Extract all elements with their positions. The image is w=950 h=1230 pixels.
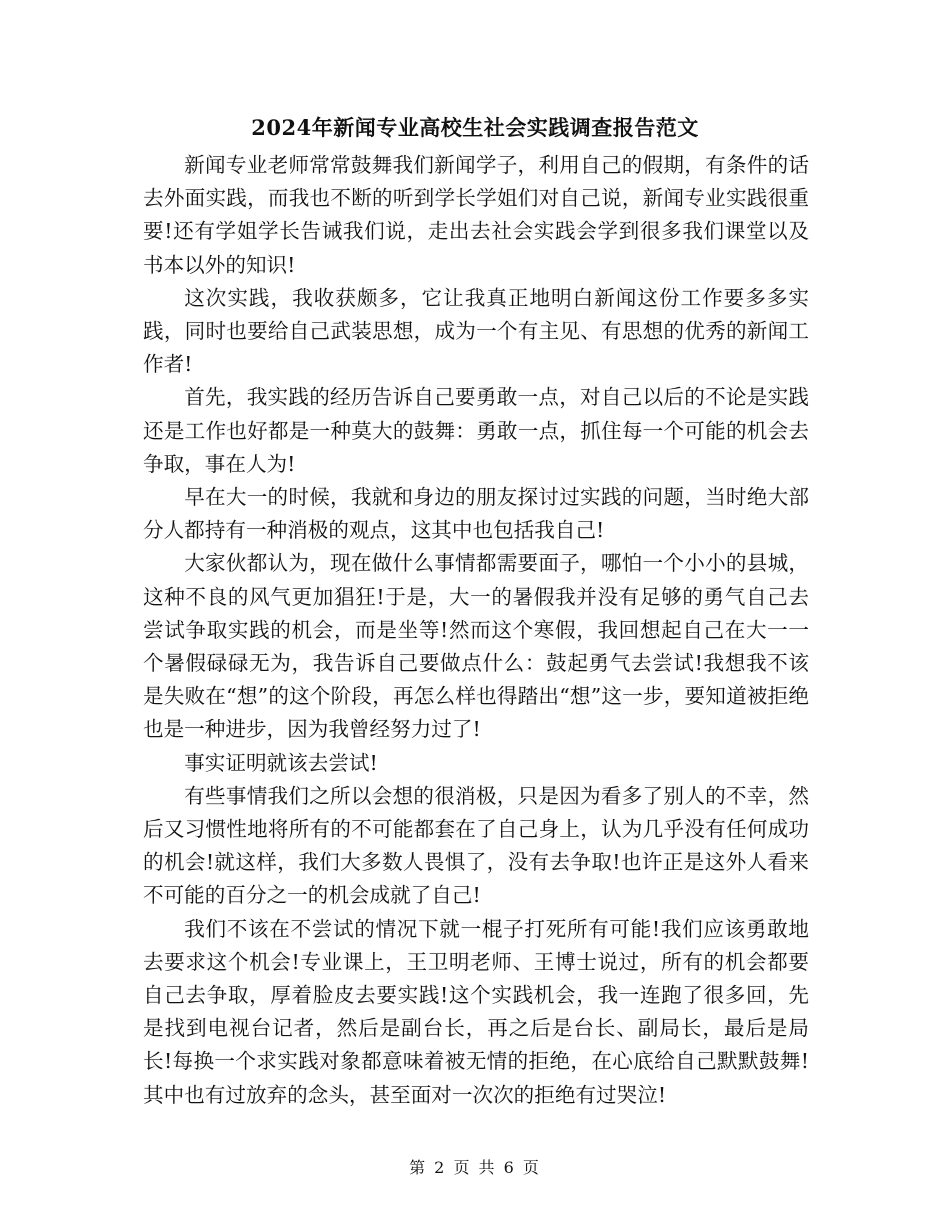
paragraph: 新闻专业老师常常鼓舞我们新闻学子，利用自己的假期，有条件的话去外面实践，而我也不断的听到学长学姐们对自己说，新闻专业实践很重要!还有学姐学长告诫我们说，走出去社会实践会学到很多我们课堂以及书本以外的知识! [143, 153, 809, 277]
paragraph: 有些事情我们之所以会想的很消极，只是因为看多了别人的不幸，然后又习惯性地将所有的不可能都套在了自己身上，认为几乎没有任何成功的机会!就这样，我们大多数人畏惧了，没有去争取!也许正是这外人看来不可能的百分之一的机会成就了自己! [143, 783, 809, 908]
paragraph: 首先，我实践的经历告诉自己要勇敢一点，对自己以后的不论是实践还是工作也好都是一种莫大的鼓舞：勇敢一点，抓住每一个可能的机会去争取，事在人为! [143, 385, 809, 476]
document-body [143, 149, 809, 1112]
paragraph: 早在大一的时候，我就和身边的朋友探讨过实践的问题，当时绝大部分人都持有一种消极的观点，这其中也包括我自己! [143, 485, 809, 543]
paragraph: 大家伙都认为，现在做什么事情都需要面子，哪怕一个小小的县城，这种不良的风气更加猖狂!于是，大一的暑假我并没有足够的勇气自己去尝试争取实践的机会，而是坐等!然而这个寒假，我回想起自己在大一一个暑假碌碌无为，我告诉自己要做点什么：鼓起勇气去尝试!我想我不该是失败在“想”的这个阶段，再怎么样也得踏出“想”这一步，要知道被拒绝也是一种进步，因为我曾经努力过了! [143, 551, 809, 742]
paragraph: 事实证明就该去尝试! [184, 750, 378, 775]
paragraph: 我们不该在不尝试的情况下就一棍子打死所有可能!我们应该勇敢地去要求这个机会!专业课上，王卫明老师、王博士说过，所有的机会都要自己去争取，厚着脸皮去要实践!这个实践机会，我一连跑了很多回，先是找到电视台记者，然后是副台长，再之后是台长、副局长，最后是局长!每换一个求实践对象都意味着被无情的拒绝，在心底给自己默默鼓舞!其中也有过放弃的念头，甚至面对一次次的拒绝有过哭泣! [143, 916, 809, 1107]
paragraph: 这次实践，我收获颇多，它让我真正地明白新闻这份工作要多多实践，同时也要给自己武装思想，成为一个有主见、有思想的优秀的新闻工作者! [143, 285, 809, 377]
page-title: 2024年新闻专业高校生社会实践调查报告范文 [251, 115, 699, 140]
page-number-footer: 第 2 页 共 6 页 [409, 1158, 541, 1177]
